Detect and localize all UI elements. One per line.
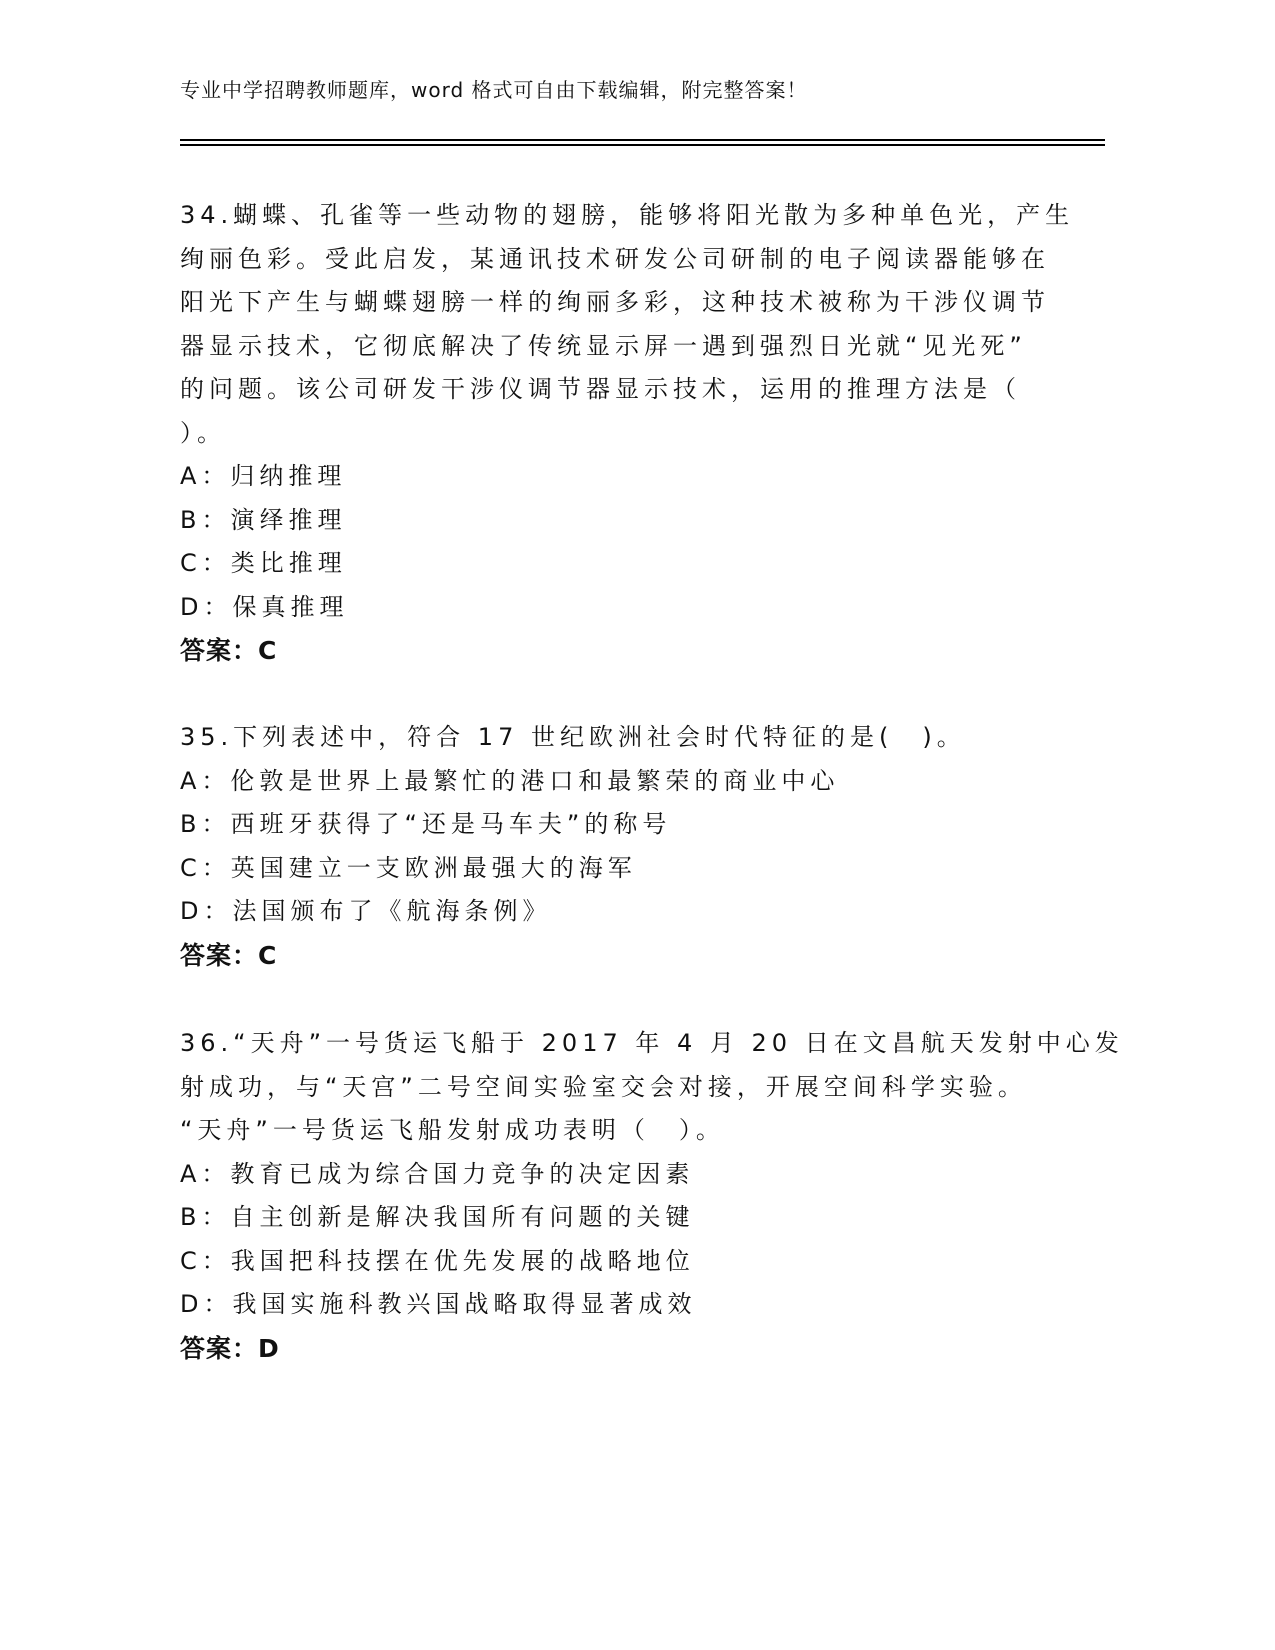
option-b: B：自主创新是解决我国所有问题的关键 [180, 1203, 695, 1231]
question-34 [180, 194, 1075, 673]
answer-label: 答案：D [180, 1333, 280, 1363]
header-rule-top [180, 139, 1105, 141]
option-b: B：演绎推理 [180, 505, 347, 534]
option-a: A：归纳推理 [180, 462, 347, 490]
question-stem-line: 绚丽色彩。受此启发，某通讯技术研发公司研制的电子阅读器能够在 [180, 244, 1050, 273]
question-35 [180, 716, 1040, 977]
option-d: D：我国实施科教兴国战略取得显著成效 [180, 1290, 697, 1318]
option-c: C：英国建立一支欧洲最强大的海军 [180, 853, 637, 882]
option-c: C：我国把科技摆在优先发展的战略地位 [180, 1246, 695, 1275]
option-a: A：伦敦是世界上最繁忙的港口和最繁荣的商业中心 [180, 766, 840, 795]
header-rule-bottom [180, 144, 1105, 146]
question-stem-line: 射成功，与“天宫”二号空间实验室交会对接，开展空间科学实验。 [180, 1072, 1027, 1101]
question-stem-line: 34.蝴蝶、孔雀等一些动物的翅膀，能够将阳光散为多种单色光，产生 [180, 201, 1075, 229]
answer-label: 答案：C [180, 636, 278, 665]
question-36 [180, 1022, 1124, 1370]
question-stem-line: 器显示技术，它彻底解决了传统显示屏一遇到强烈日光就“见光死” [180, 331, 1027, 360]
question-stem-line: 阳光下产生与蝴蝶翅膀一样的绚丽多彩，这种技术被称为干涉仪调节 [180, 288, 1050, 316]
question-stem-line: 的问题。该公司研发干涉仪调节器显示技术，运用的推理方法是（ [180, 375, 1021, 403]
question-stem-line: “天舟”一号货运飞船发射成功表明（ ）。 [180, 1116, 725, 1144]
question-stem-line: 36.“天舟”一号货运飞船于 2017 年 4 月 20 日在文昌航天发射中心发 [180, 1029, 1124, 1057]
answer-label: 答案：C [180, 940, 278, 970]
question-stem-line: ）。 [180, 418, 226, 447]
page-header: 专业中学招聘教师题库，word 格式可自由下载编辑，附完整答案！ [180, 78, 808, 102]
question-stem-line: 35.下列表述中，符合 17 世纪欧洲社会时代特征的是( )。 [180, 723, 966, 751]
option-d: D：法国颁布了《航海条例》 [180, 897, 552, 925]
option-c: C：类比推理 [180, 549, 347, 577]
option-b: B：西班牙获得了“还是马车夫”的称号 [180, 810, 672, 838]
option-a: A：教育已成为综合国力竞争的决定因素 [180, 1159, 695, 1188]
option-d: D：保真推理 [180, 592, 349, 621]
